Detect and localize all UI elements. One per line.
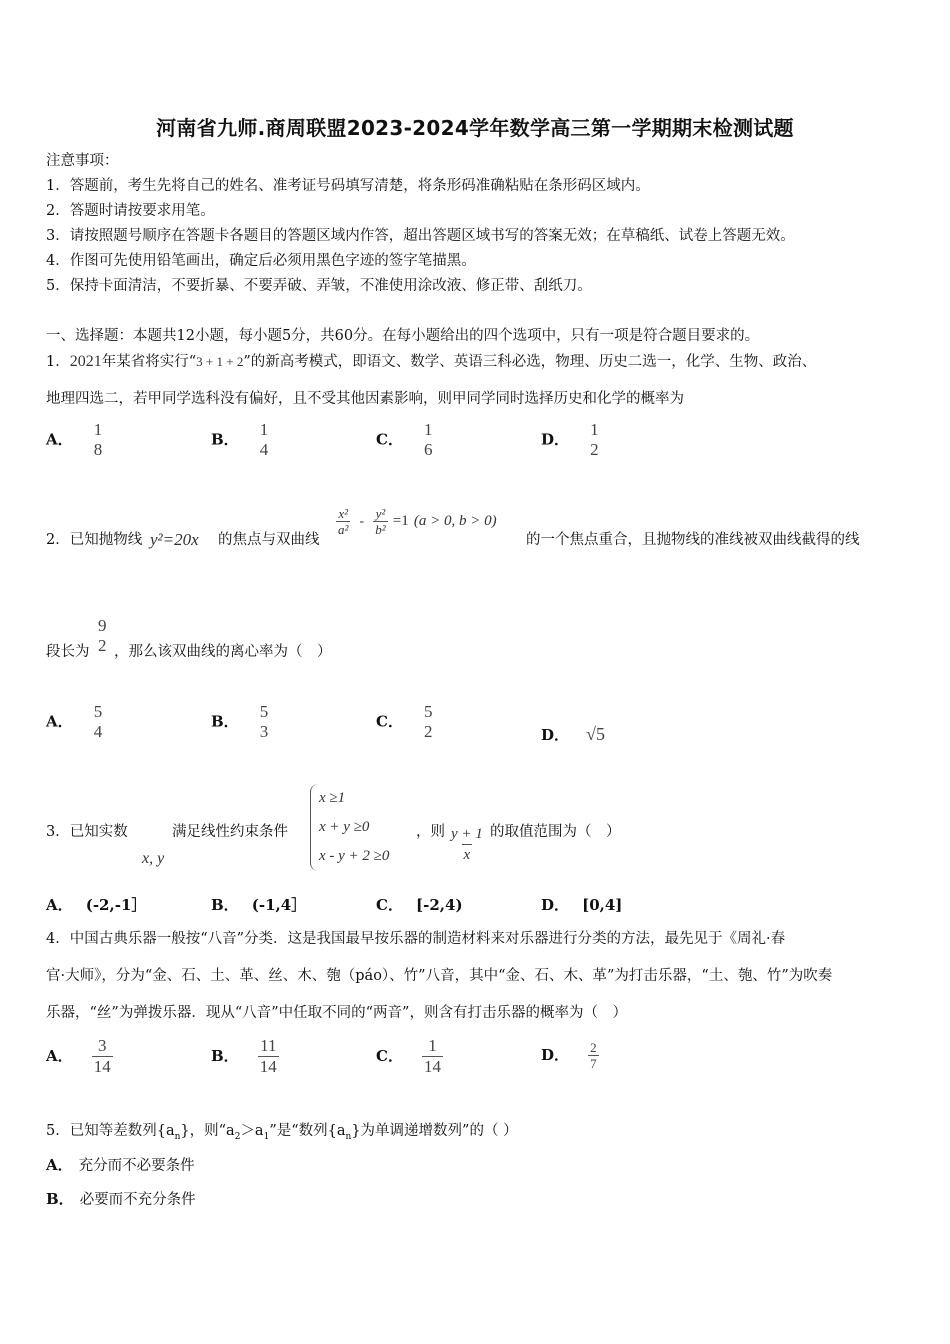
option-b[interactable]	[211, 1036, 279, 1077]
question-text: }，则“a	[180, 1123, 235, 1139]
year: 2021	[69, 353, 102, 370]
objective-fraction	[449, 824, 485, 865]
exam-mode: 3 + 1 + 2	[196, 354, 244, 369]
notice-item: 5．保持卡面清洁，不要折暴、不要弄破、弄皱，不准使用涂改液、修正带、刮纸刀。	[46, 278, 592, 294]
fraction: 1 8	[93, 420, 103, 459]
notice-item: 4．作图可先使用铅笔画出，确定后必须用黑色字迹的签字笔描黑。	[46, 253, 476, 269]
option-label: C．	[376, 896, 403, 914]
option-c[interactable]	[376, 420, 435, 460]
question-2-line-2	[46, 642, 90, 662]
fraction: $\frac{3}{14}$	[93, 1036, 111, 1076]
fraction: $\frac{1}{14}$	[424, 1036, 442, 1076]
subscript: 1	[263, 1131, 270, 1142]
condition: (a > 0, b > 0)	[413, 513, 497, 529]
fraction: 1 6	[424, 420, 433, 459]
question-text: 年某省将实行“	[101, 354, 197, 370]
option-d[interactable]	[541, 894, 622, 915]
option-label: B．	[211, 430, 239, 449]
hyperbola-equation	[336, 506, 497, 537]
option-text: 必要而不充分条件	[79, 1192, 196, 1208]
fraction: 5 4	[93, 702, 103, 741]
question-text: 已知抛物线	[69, 532, 143, 548]
subscript: n	[174, 1131, 181, 1142]
question-1-line-2: 地理四选二，若甲同学选科没有偏好，且不受其他因素影响，则甲同学同时选择历史和化学的概率为	[46, 391, 684, 407]
constraint-3: x - y + 2 ≥0	[319, 848, 390, 864]
option-label: D．	[541, 1046, 570, 1064]
option-b[interactable]	[211, 702, 270, 742]
variables: x, y	[142, 850, 165, 867]
fraction: $\frac{2}{7}$	[590, 1040, 597, 1071]
option-a[interactable]	[46, 894, 146, 915]
constraint-system	[310, 784, 389, 871]
sqrt-value: √5	[586, 724, 605, 744]
question-4-line-1: 4．中国古典乐器一般按“八音”分类．这是我国最早按乐器的制造材料来对乐器进行分类的方法，最先见于《周礼·春	[46, 931, 786, 947]
option-c[interactable]	[376, 702, 435, 742]
question-text: 段长为	[46, 644, 90, 660]
option-label: B．	[211, 712, 239, 731]
option-c[interactable]	[376, 1036, 443, 1077]
question-text: 的一个焦点重合，且抛物线的准线被双曲线截得的线	[526, 532, 860, 548]
question-text: }为单调递增数列”的（ ）	[351, 1123, 518, 1139]
minus-sign: -	[359, 513, 365, 529]
fraction: 5 3	[259, 702, 269, 741]
notice-item: 1．答题前，考生先将自己的姓名、准考证号码填写清楚，将条形码准确粘贴在条形码区域内。	[46, 178, 650, 194]
option-a[interactable]	[46, 420, 104, 460]
option-b[interactable]	[211, 420, 270, 460]
option-label: C．	[376, 1047, 403, 1065]
constraint-1: x ≥1	[319, 790, 346, 806]
option-a[interactable]	[46, 1155, 195, 1176]
option-a[interactable]	[46, 1036, 113, 1077]
question-text: 已知实数	[69, 824, 128, 840]
section-heading: 一、选择题：本题共12小题，每小题5分，共60分。在每小题给出的四个选项中，只有一项是符合题目要求的。	[46, 328, 760, 344]
equals-one: =1	[392, 513, 409, 529]
option-label: A．	[46, 1047, 73, 1065]
option-label: C．	[376, 712, 403, 731]
option-label: A．	[46, 896, 73, 914]
option-a[interactable]	[46, 702, 104, 742]
option-label: A．	[46, 712, 73, 731]
option-label: D．	[541, 896, 570, 914]
option-label: B．	[46, 1190, 74, 1208]
option-label: D．	[541, 430, 570, 449]
question-text: 5．已知等差数列{a	[46, 1123, 175, 1139]
question-text: 的取值范围为（ ）	[490, 824, 621, 840]
question-4-line-2: 官·大师》，分为“金、石、土、革、丝、木、匏（páo）、竹”八音，其中“金、石、木、革”为打击乐器，“土、匏、竹”为吹奏	[46, 968, 833, 984]
option-text: 充分而不必要条件	[78, 1158, 195, 1174]
option-text: [-2,4)	[416, 896, 463, 914]
question-number: 3．	[46, 824, 70, 840]
subscript: 2	[234, 1131, 241, 1142]
question-text: 满足线性约束条件	[172, 824, 288, 840]
question-text: ＞a	[240, 1123, 264, 1139]
option-b[interactable]	[211, 894, 306, 915]
question-text: ”是“数列{a	[269, 1123, 346, 1139]
question-number: 1．	[46, 354, 70, 370]
question-1-line-1	[46, 352, 816, 372]
option-label: B．	[211, 896, 239, 914]
question-4-line-3: 乐器，“丝”为弹拨乐器．现从“八音”中任取不同的“两音”，则含有打击乐器的概率为（ ）	[46, 1005, 627, 1021]
question-text: ”的新高考模式，即语文、数学、英语三科必选，物理、历史二选一，化学、生物、政治、	[243, 354, 817, 370]
option-d[interactable]	[541, 1040, 599, 1071]
fraction: 1 4	[259, 420, 269, 459]
question-text: ，则	[416, 824, 445, 840]
option-b[interactable]	[46, 1189, 196, 1210]
notice-item: 2．答题时请按要求用笔。	[46, 203, 215, 219]
option-label: A．	[46, 430, 73, 449]
question-number: 2．	[46, 532, 70, 548]
fraction: 1 2	[590, 420, 599, 459]
parabola-equation: y²=20x	[150, 530, 199, 549]
option-c[interactable]	[376, 894, 463, 915]
fraction: 5 2	[424, 702, 433, 741]
page-title: 河南省九师.商周联盟2023-2024学年数学高三第一学期期末检测试题	[156, 116, 794, 140]
option-label: C．	[376, 430, 403, 449]
fraction-x: $\frac{\text{x²}}{\text{a²}}$	[338, 506, 349, 537]
fraction: $\frac{y + 1}{x}$	[451, 826, 483, 863]
question-2-number	[46, 530, 142, 550]
question-3-line	[46, 822, 128, 842]
constraint-2: x + y ≥0	[319, 819, 370, 835]
length-fraction	[96, 616, 109, 656]
notice-item: 3．请按照题号顺序在答题卡各题目的答题区域内作答，超出答题区域书写的答案无效；在草稿纸、试卷上答题无效。	[46, 228, 795, 244]
subscript: n	[345, 1131, 352, 1142]
option-label: B．	[211, 1047, 239, 1065]
fraction-y: $\frac{\text{y²}}{\text{b²}}$	[375, 506, 386, 537]
question-5-line	[46, 1121, 518, 1147]
option-d[interactable]	[541, 420, 601, 460]
option-d[interactable]	[541, 724, 605, 745]
notice-heading: 注意事项：	[46, 153, 119, 169]
fraction: $\frac{11}{14}$	[259, 1036, 277, 1076]
option-text: (-1,4］	[251, 896, 307, 914]
option-label: A．	[46, 1156, 73, 1174]
option-text: [0,4]	[582, 896, 623, 914]
option-text: (-2,-1］	[85, 896, 147, 914]
fraction: 9 2	[98, 616, 107, 655]
question-text: ，那么该双曲线的离心率为（ ）	[114, 644, 332, 660]
option-label: D．	[541, 726, 570, 744]
question-text: 的焦点与双曲线	[218, 532, 320, 548]
